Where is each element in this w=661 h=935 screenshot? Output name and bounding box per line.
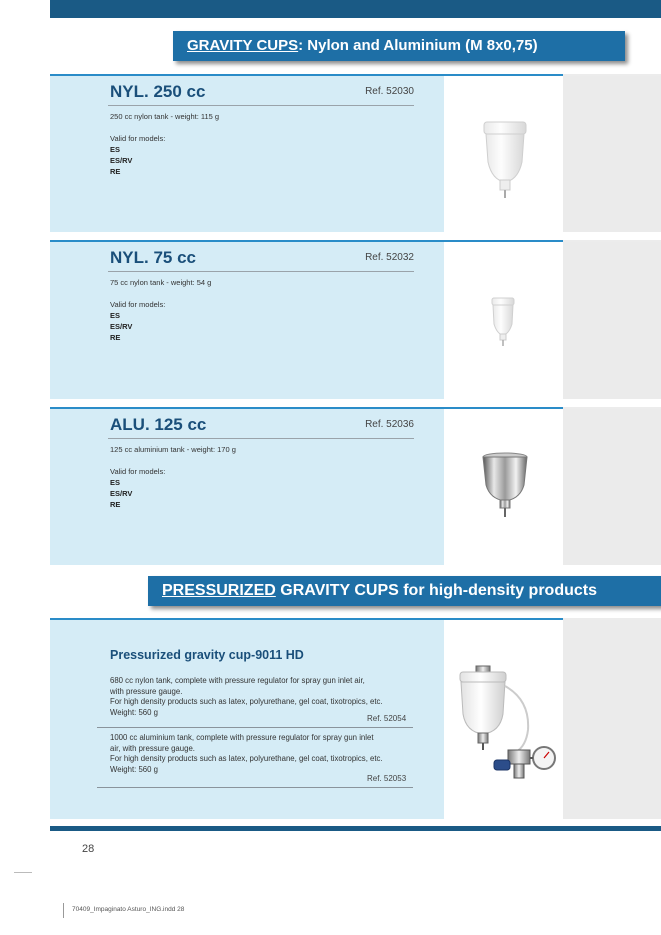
product-image-cell <box>444 240 563 399</box>
pressurized-cup-image <box>450 660 562 786</box>
valid-models <box>110 299 165 343</box>
title-divider <box>108 105 414 106</box>
banner-rest-text: : Nylon and Aluminium (M 8x0,75) <box>298 37 538 54</box>
product-ref: Ref. 52036 <box>365 419 414 430</box>
model-es: ES <box>110 145 121 154</box>
banner-underlined-text: PRESSURIZED <box>162 582 276 599</box>
description-line: Weight: 560 g <box>110 707 158 717</box>
description-line: For high density products such as latex, polyurethane, gel coat, tixotropics, etc. <box>110 754 383 764</box>
valid-models <box>110 466 165 510</box>
top-color-bar <box>50 0 661 18</box>
grey-side-panel <box>563 240 661 399</box>
product-card-alu-125 <box>50 407 444 565</box>
page-number: 28 <box>82 843 95 855</box>
model-es: ES <box>110 478 121 487</box>
description-line: For high density products such as latex, polyurethane, gel coat, tixotropics, etc. <box>110 697 383 707</box>
model-es-rv: ES/RV <box>110 156 133 165</box>
product-ref: Ref. 52030 <box>365 86 414 97</box>
item-divider <box>97 727 413 728</box>
description-line: with pressure gauge. <box>110 686 183 696</box>
model-re: RE <box>110 167 121 176</box>
pressurized-cups-banner <box>148 576 661 606</box>
product-ref: Ref. 52032 <box>365 252 414 263</box>
bottom-color-bar <box>50 826 661 831</box>
model-es: ES <box>110 311 121 320</box>
product-description: 250 cc nylon tank - weight: 115 g <box>110 112 220 121</box>
model-es-rv: ES/RV <box>110 322 133 331</box>
pressurized-item-description <box>110 676 428 718</box>
valid-label: Valid for models: <box>110 467 166 476</box>
item-divider <box>97 787 413 788</box>
description-line: 1000 cc aluminium tank, complete with pressure regulator for spray gun inlet <box>110 733 374 742</box>
grey-side-panel <box>563 407 661 565</box>
product-title: ALU. 125 cc <box>110 415 207 434</box>
title-divider <box>108 271 414 272</box>
banner-rest-text: GRAVITY CUPS for high-density products <box>275 582 597 599</box>
description-line: air, with pressure gauge. <box>110 743 195 753</box>
product-description: 75 cc nylon tank - weight: 54 g <box>110 278 212 287</box>
product-title: NYL. 75 cc <box>110 248 196 267</box>
title-divider <box>108 438 414 439</box>
product-image-cell <box>444 74 563 232</box>
valid-models <box>110 133 165 177</box>
grey-side-panel <box>563 74 661 232</box>
valid-label: Valid for models: <box>110 300 166 309</box>
gravity-cups-banner <box>173 31 625 61</box>
grey-side-panel <box>563 618 661 819</box>
product-image-cell <box>444 618 563 819</box>
product-card-nyl-250 <box>50 74 444 232</box>
file-info-footer: 70409_Impaginato Asturo_ING.indd 28 <box>72 906 185 913</box>
crop-mark <box>14 872 32 873</box>
banner-underlined-text: GRAVITY CUPS <box>187 37 299 54</box>
nylon-cup-75-image <box>488 296 518 348</box>
description-line: Weight: 560 g <box>110 764 158 774</box>
model-es-rv: ES/RV <box>110 489 133 498</box>
description-line: 680 cc nylon tank, complete with pressure regulator for spray gun inlet air, <box>110 676 365 685</box>
product-title: NYL. 250 cc <box>110 82 206 101</box>
product-card-nyl-75 <box>50 240 444 399</box>
pressurized-item-ref: Ref. 52054 <box>367 714 407 723</box>
valid-label: Valid for models: <box>110 134 166 143</box>
model-re: RE <box>110 333 121 342</box>
pressurized-cup-card <box>50 618 444 819</box>
crop-mark <box>63 903 64 918</box>
pressurized-title: Pressurized gravity cup-9011 HD <box>110 648 304 662</box>
pressurized-item-description <box>110 733 428 775</box>
product-image-cell <box>444 407 563 565</box>
aluminium-cup-125-image <box>480 451 530 519</box>
nylon-cup-250-image <box>478 118 532 200</box>
model-re: RE <box>110 500 121 509</box>
product-description: 125 cc aluminium tank - weight: 170 g <box>110 445 236 454</box>
pressurized-item-ref: Ref. 52053 <box>367 774 407 783</box>
